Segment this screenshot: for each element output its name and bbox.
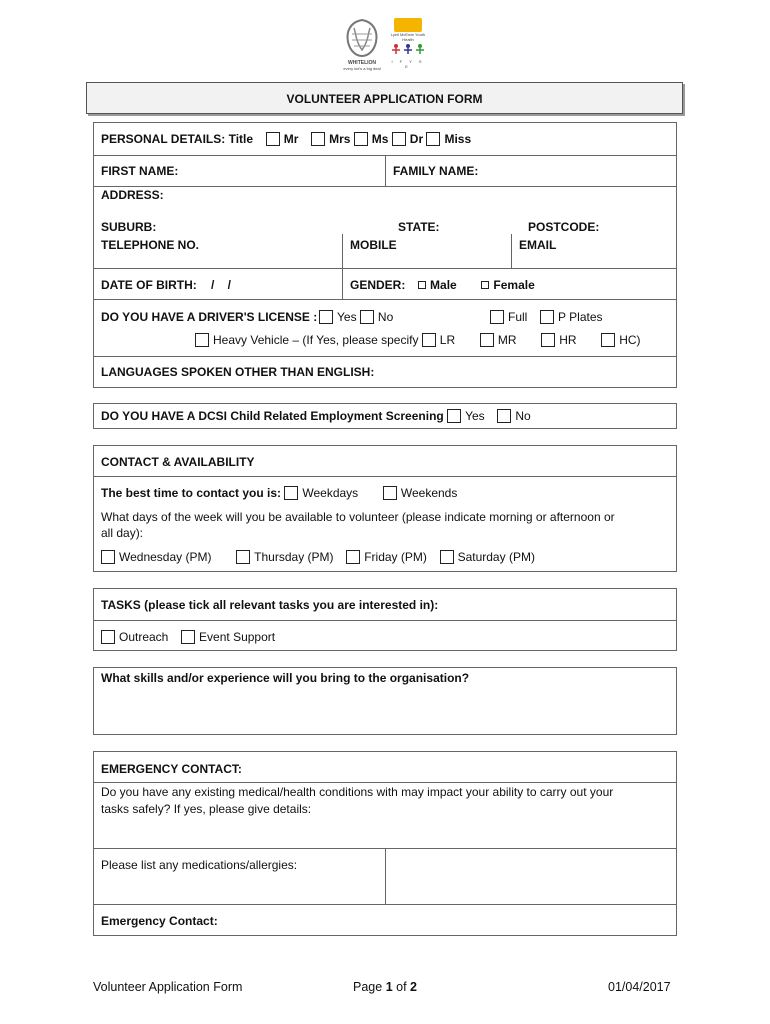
crown-icon [394, 18, 422, 32]
first-name-label: FIRST NAME: [101, 164, 179, 178]
lion-icon [342, 18, 382, 58]
personal-details-row [101, 132, 471, 146]
weekends-label: Weekends [400, 486, 458, 500]
weekdays-label: Weekdays [302, 486, 359, 500]
saturday-label: Saturday (PM) [457, 550, 535, 564]
gender-male-checkbox[interactable] [418, 281, 426, 289]
personal-details-label: PERSONAL DETAILS: [101, 132, 226, 146]
title-miss-label: Miss [444, 132, 472, 146]
dcsi-no-label: No [515, 409, 531, 423]
languages-label: LANGUAGES SPOKEN OTHER THAN ENGLISH: [101, 365, 375, 379]
weekends-checkbox[interactable] [383, 486, 397, 500]
page-prefix: Page [353, 980, 383, 994]
heavy-vehicle-label: Heavy Vehicle – (If Yes, please specify [213, 333, 419, 347]
days-question-line1: What days of the week will you be available to volunteer (please indicate morning or afternoon or [101, 510, 615, 524]
gender-male-label: Male [430, 278, 457, 292]
address-label: ADDRESS: [101, 188, 164, 202]
license-hc-label: HC) [619, 333, 641, 347]
medical-line2: tasks safely? If yes, please give details: [101, 802, 312, 816]
license-lr-checkbox[interactable] [422, 333, 436, 347]
medications-label: Please list any medications/allergies: [101, 858, 298, 872]
dcsi-row [101, 409, 531, 423]
whitelion-name: WHITELION [347, 60, 377, 66]
page-total: 2 [410, 980, 417, 994]
medical-line1: Do you have any existing medical/health conditions with may impact your ability to carry out your [101, 785, 614, 799]
state-label: STATE: [398, 220, 440, 234]
telephone-label: TELEPHONE NO. [101, 238, 200, 252]
whitelion-logo [342, 18, 382, 71]
footer-page [353, 980, 417, 994]
event-support-label: Event Support [199, 630, 276, 644]
event-support-checkbox[interactable] [181, 630, 195, 644]
whitelion-tagline: every kid's a big deal [343, 66, 381, 71]
friday-label: Friday (PM) [364, 550, 427, 564]
mobile-label: MOBILE [350, 238, 397, 252]
gender-female-label: Female [493, 278, 535, 292]
thursday-checkbox[interactable] [236, 550, 250, 564]
heavy-vehicle-checkbox[interactable] [195, 333, 209, 347]
gender-row [350, 278, 535, 292]
partner-logo [388, 18, 428, 68]
form-title: VOLUNTEER APPLICATION FORM [286, 92, 483, 106]
thursday-label: Thursday (PM) [254, 550, 334, 564]
tasks-header: TASKS (please tick all relevant tasks you are interested in): [101, 598, 439, 612]
suburb-label: SUBURB: [101, 220, 157, 234]
title-mrs-checkbox[interactable] [311, 132, 325, 146]
license-full-checkbox[interactable] [490, 310, 504, 324]
saturday-checkbox[interactable] [440, 550, 454, 564]
license-no-label: No [377, 310, 394, 324]
dob-separators: / / [211, 278, 232, 292]
emergency-contact-label: Emergency Contact: [101, 914, 218, 928]
friday-checkbox[interactable] [346, 550, 360, 564]
page-of: of [396, 980, 407, 994]
email-label: EMAIL [519, 238, 557, 252]
tasks-row [101, 630, 275, 644]
license-p-plates-checkbox[interactable] [540, 310, 554, 324]
title-dr-label: Dr [409, 132, 424, 146]
footer-date: 01/04/2017 [608, 980, 671, 994]
license-full-label: Full [508, 310, 528, 324]
family-name-label: FAMILY NAME: [393, 164, 479, 178]
title-ms-label: Ms [371, 132, 389, 146]
heavy-vehicle-row [195, 333, 641, 347]
license-hr-label: HR [559, 333, 577, 347]
wednesday-checkbox[interactable] [101, 550, 115, 564]
days-row [101, 550, 535, 564]
outreach-label: Outreach [119, 630, 169, 644]
license-lr-label: LR [439, 333, 456, 347]
license-question: DO YOU HAVE A DRIVER'S LICENSE : [101, 310, 318, 324]
gender-label: GENDER: [350, 278, 406, 292]
skills-label: What skills and/or experience will you bring to the organisation? [101, 671, 470, 685]
emergency-table [93, 751, 677, 936]
contact-header: CONTACT & AVAILABILITY [101, 455, 255, 469]
title-label: Title [228, 132, 254, 146]
license-p-plates-label: P Plates [558, 310, 603, 324]
license-yes-no [319, 310, 393, 324]
figures-icon [388, 42, 428, 56]
license-type [490, 310, 603, 324]
weekdays-checkbox[interactable] [284, 486, 298, 500]
partner-tagline: Lyell McEwin Youth Health [390, 32, 426, 42]
license-hr-checkbox[interactable] [541, 333, 555, 347]
dcsi-yes-label: Yes [465, 409, 485, 423]
postcode-label: POSTCODE: [528, 220, 600, 234]
title-dr-checkbox[interactable] [392, 132, 406, 146]
gender-female-checkbox[interactable] [481, 281, 489, 289]
license-yes-checkbox[interactable] [319, 310, 333, 324]
footer-left: Volunteer Application Form [93, 980, 243, 994]
title-ms-checkbox[interactable] [354, 132, 368, 146]
title-mr-checkbox[interactable] [266, 132, 280, 146]
emergency-header: EMERGENCY CONTACT: [101, 762, 242, 776]
title-miss-checkbox[interactable] [426, 132, 440, 146]
page-number: 1 [385, 980, 393, 994]
title-mr-label: Mr [283, 132, 299, 146]
license-hc-checkbox[interactable] [601, 333, 615, 347]
dcsi-no-checkbox[interactable] [497, 409, 511, 423]
partner-letters: I F Y S E [391, 59, 425, 69]
dob-label: DATE OF BIRTH: [101, 278, 197, 292]
wednesday-label: Wednesday (PM) [119, 550, 212, 564]
best-time-row [101, 486, 457, 500]
outreach-checkbox[interactable] [101, 630, 115, 644]
dcsi-question: DO YOU HAVE A DCSI Child Related Employment Screening [101, 409, 444, 423]
title-mrs-label: Mrs [329, 132, 351, 146]
license-no-checkbox[interactable] [360, 310, 374, 324]
dcsi-yes-checkbox[interactable] [447, 409, 461, 423]
license-mr-label: MR [497, 333, 517, 347]
best-time-label: The best time to contact you is: [101, 486, 282, 500]
days-question-line2: all day): [101, 526, 144, 540]
license-yes-label: Yes [337, 310, 357, 324]
license-mr-checkbox[interactable] [480, 333, 494, 347]
